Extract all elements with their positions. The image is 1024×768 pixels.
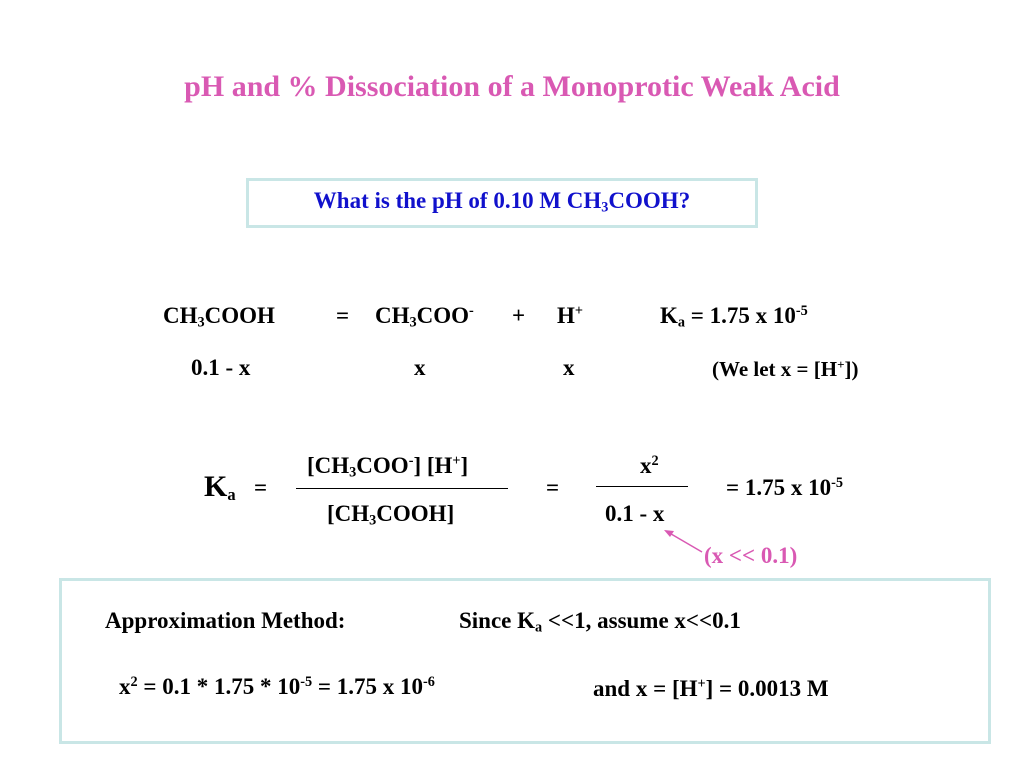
den-a-sub: 3 xyxy=(369,512,377,529)
reaction-plus: + xyxy=(512,303,526,328)
calc-mid2: = 1.75 x 10 xyxy=(312,674,423,699)
product1-sup: - xyxy=(469,303,474,320)
den-a: [CH xyxy=(327,501,370,526)
calc-x: x xyxy=(119,674,131,699)
num-a: [CH xyxy=(307,453,350,478)
page-title: pH and % Dissociation of a Monoprotic Weak Acid xyxy=(184,70,840,103)
den-b: COOH] xyxy=(376,501,455,526)
product1-sub: 3 xyxy=(409,314,417,331)
ka-equals-2: = xyxy=(546,475,560,500)
calc-x-sup: 2 xyxy=(130,674,138,691)
rhs-exp: -5 xyxy=(831,475,843,492)
num-c: ] [H xyxy=(413,453,453,478)
ka-numerator-2 xyxy=(640,453,659,479)
ka-lhs-sub: a xyxy=(227,485,236,505)
approximation-since xyxy=(459,608,741,634)
approximation-box xyxy=(59,578,991,744)
approximation-label: Approximation Method: xyxy=(105,608,346,633)
ka-sub: a xyxy=(677,314,686,331)
arrow-up-left-icon xyxy=(660,528,708,556)
ka-denominator-2: 0.1 - x xyxy=(605,501,665,526)
since-sub: a xyxy=(535,619,543,636)
fraction-bar-2 xyxy=(596,486,688,487)
calc-exp1: -5 xyxy=(300,674,313,691)
since-post: <<1, assume x<<0.1 xyxy=(542,608,741,633)
product2-base: H xyxy=(557,303,575,328)
ka-lhs xyxy=(204,470,236,504)
question-sub: 3 xyxy=(601,199,609,216)
product1-pre: CH xyxy=(375,303,410,328)
reactant-post: COOH xyxy=(204,303,275,328)
ka-base: K xyxy=(660,303,678,328)
num-a-sub: 3 xyxy=(349,464,357,481)
since-pre: Since K xyxy=(459,608,536,633)
num2-sup: 2 xyxy=(651,453,659,470)
reaction-ka xyxy=(660,303,808,329)
ka-numerator xyxy=(307,453,468,479)
fraction-bar xyxy=(296,488,508,489)
equilibrium-note xyxy=(712,357,859,382)
reactant-pre: CH xyxy=(163,303,198,328)
ka-exp: -5 xyxy=(795,303,808,320)
reaction-equals: = xyxy=(336,303,350,328)
reaction-product1 xyxy=(375,303,474,329)
note-sup: + xyxy=(837,356,845,372)
result-post: ] = 0.0013 M xyxy=(705,676,829,701)
approximation-calc xyxy=(119,674,435,700)
product2-sup: + xyxy=(574,303,584,320)
calc-mid: = 0.1 * 1.75 * 10 xyxy=(137,674,301,699)
equilibrium-reactant: 0.1 - x xyxy=(191,355,251,380)
question-post: COOH? xyxy=(608,188,691,213)
equilibrium-product1: x xyxy=(414,355,426,380)
note-pre: (We let x = [H xyxy=(712,357,838,381)
reactant-sub: 3 xyxy=(197,314,205,331)
result-sup: + xyxy=(697,676,706,693)
rhs-value: = 1.75 x 10 xyxy=(726,475,832,500)
approximation-result xyxy=(593,676,829,702)
reaction-reactant xyxy=(163,303,275,329)
num-d: ] xyxy=(460,453,469,478)
result-pre: and x = [H xyxy=(593,676,698,701)
num-b: COO xyxy=(356,453,409,478)
product1-mid: COO xyxy=(416,303,470,328)
question-pre: What is the pH of 0.10 M CH xyxy=(313,188,602,213)
ka-lhs-base: K xyxy=(204,470,228,503)
equilibrium-product2: x xyxy=(563,355,575,380)
reaction-product2 xyxy=(557,303,583,329)
ka-rhs xyxy=(726,475,843,501)
question-text xyxy=(246,188,758,214)
calc-exp2: -6 xyxy=(422,674,435,691)
num-b-sup: - xyxy=(408,453,414,470)
note-post: ]) xyxy=(844,357,859,381)
num-c-sup: + xyxy=(452,453,461,470)
num2-base: x xyxy=(640,453,652,478)
ka-value: = 1.75 x 10 xyxy=(690,303,796,328)
ka-annotation: (x << 0.1) xyxy=(704,543,798,568)
ka-denominator xyxy=(327,501,454,527)
ka-lhs-equals: = xyxy=(254,475,268,500)
